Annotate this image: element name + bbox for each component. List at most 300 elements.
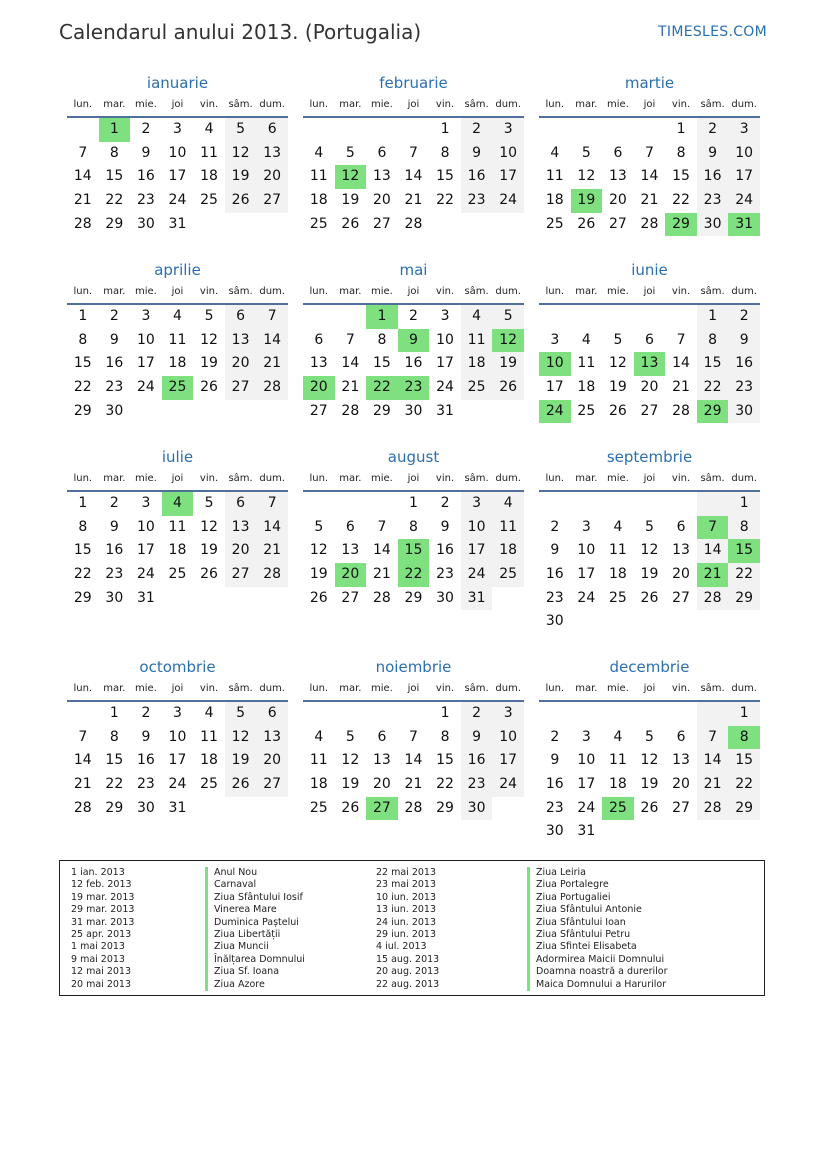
day-cell: 8 [377,331,387,348]
weekday-label: joi [407,683,420,694]
day-cell: 12 [309,542,328,559]
day-cell: 20 [256,165,288,189]
day-cell: 20 [372,192,391,209]
day-cell: 15 [105,168,124,185]
holiday-day-cell: 8 [728,726,760,750]
day-cell: 1 [78,308,88,324]
weekday-label: mar. [103,99,126,110]
day-cell: 5 [204,495,214,511]
day-cell: 21 [404,776,423,793]
day-cell: 19 [640,566,659,583]
empty-cell [634,702,666,726]
weekday-label: vin. [671,683,691,694]
day-cell: 10 [577,542,596,559]
holiday-name: Anul Nou [205,867,305,879]
day-cell: 9 [440,518,450,535]
holiday-name: Ziua Portugaliei [527,892,667,904]
weekday-header [67,678,288,702]
day-cell: 11 [461,329,493,353]
day-cell: 21 [697,773,729,797]
weekday-label: sâm. [464,683,489,694]
month-octombrie [67,656,288,820]
day-cell: 19 [341,192,360,209]
day-cell: 27 [640,402,659,419]
month-februarie [303,72,524,236]
day-cell: 7 [345,331,355,348]
weekday-header [303,281,524,305]
day-grid [303,492,524,610]
day-cell: 6 [377,728,387,745]
day-cell: 9 [461,142,493,166]
day-cell: 23 [461,773,493,797]
day-cell: 2 [440,495,450,511]
day-cell: 27 [309,402,328,419]
weekday-label: mie. [606,473,629,484]
empty-cell [366,118,398,142]
holiday-name: Ziua Sfântului Petru [527,929,667,941]
day-cell: 28 [73,215,92,232]
day-cell: 20 [608,192,627,209]
day-cell: 5 [314,518,324,535]
day-cell: 17 [492,165,524,189]
day-cell: 19 [492,352,524,376]
weekday-label: lun. [309,473,329,484]
day-cell: 18 [309,776,328,793]
day-cell: 5 [204,308,214,324]
day-cell: 17 [461,539,493,563]
empty-cell [539,305,571,329]
weekday-label: sâm. [700,286,725,297]
month-iunie [539,259,760,423]
holiday-names-col-1 [205,867,305,991]
month-mai [303,259,524,423]
day-cell: 29 [372,402,391,419]
day-cell: 19 [608,379,627,396]
empty-cell [697,492,729,516]
day-cell: 15 [672,168,690,185]
day-cell: 28 [404,799,423,816]
day-cell: 7 [645,144,654,161]
day-cell: 11 [608,542,627,559]
day-cell: 14 [73,168,92,185]
holiday-date: 13 iun. 2013 [376,904,437,916]
weekday-label: mie. [370,683,393,694]
month-name: decembrie [609,658,690,676]
weekday-label: joi [407,286,420,297]
day-cell: 11 [545,168,564,185]
month-name: septembrie [606,448,693,466]
month-august [303,446,524,610]
day-cell: 31 [461,587,493,611]
day-cell: 9 [728,329,760,353]
day-cell: 27 [225,563,257,587]
empty-cell [539,118,571,142]
day-cell: 1 [728,702,760,726]
weekday-label: mar. [339,286,362,297]
day-cell: 7 [409,144,418,161]
day-cell: 4 [613,518,623,535]
day-cell: 10 [436,331,454,348]
day-grid [539,702,760,844]
empty-cell [398,702,430,726]
holiday-date: 29 iun. 2013 [376,928,437,940]
day-cell: 8 [440,144,450,161]
month-name: ianuarie [146,74,209,92]
day-cell: 2 [409,308,418,324]
day-cell: 13 [372,168,391,185]
holiday-day-cell: 4 [162,492,194,516]
empty-cell [303,492,335,516]
day-cell: 24 [492,189,524,213]
day-cell: 25 [309,215,328,232]
holiday-date: 19 mar. 2013 [71,891,135,903]
day-cell: 13 [372,752,391,769]
day-cell: 31 [436,402,454,419]
day-cell: 3 [141,308,151,324]
empty-cell [634,305,666,329]
day-cell: 29 [73,402,92,419]
holiday-day-cell: 7 [697,516,729,540]
holiday-names-col-2 [527,867,667,991]
day-cell: 27 [256,189,288,213]
day-cell: 16 [404,355,423,372]
day-cell: 25 [168,566,187,583]
day-cell: 11 [168,518,187,535]
day-cell: 8 [676,144,686,161]
empty-cell [697,702,729,726]
day-cell: 16 [545,776,564,793]
holiday-date: 1 mai 2013 [71,941,125,953]
day-cell: 6 [645,331,654,348]
day-cell: 9 [141,144,151,161]
weekday-label: mie. [606,99,629,110]
day-cell: 3 [440,308,450,324]
empty-cell [571,702,603,726]
day-cell: 5 [613,331,623,348]
weekday-label: dum. [495,473,521,484]
day-cell: 6 [256,702,288,726]
day-cell: 14 [73,752,92,769]
day-cell: 27 [256,773,288,797]
weekday-label: lun. [73,473,93,484]
empty-cell [539,702,571,726]
day-cell: 23 [728,376,760,400]
holiday-dates-col-2 [376,867,439,991]
weekday-label: joi [171,683,184,694]
day-cell: 10 [168,144,187,161]
holiday-day-cell: 12 [335,165,367,189]
day-cell: 31 [577,823,596,840]
day-cell: 4 [314,728,324,745]
day-cell: 19 [225,749,257,773]
day-cell: 3 [141,495,151,511]
day-cell: 9 [550,542,560,559]
day-cell: 11 [577,355,596,372]
holiday-date: 20 aug. 2013 [376,966,440,978]
day-cell: 10 [136,331,155,348]
day-cell: 2 [141,121,151,137]
month-noiembrie [303,656,524,820]
holiday-date: 1 ian. 2013 [71,867,125,878]
day-cell: 11 [608,752,627,769]
day-cell: 6 [256,118,288,142]
day-cell: 15 [105,752,124,769]
weekday-label: sâm. [700,99,725,110]
day-cell: 15 [436,752,454,769]
holiday-name: Ziua Libertății [205,929,305,941]
day-cell: 24 [168,192,187,209]
day-cell: 8 [440,728,450,745]
day-cell: 20 [672,776,690,793]
day-cell: 23 [105,566,124,583]
day-cell: 7 [377,518,387,535]
weekday-label: mar. [339,683,362,694]
day-cell: 23 [545,589,564,606]
day-cell: 19 [200,542,218,559]
day-grid [67,118,288,236]
month-name: iunie [631,261,668,279]
day-cell: 30 [697,213,729,237]
holiday-name: Înălțarea Domnului [205,954,305,966]
day-cell: 13 [225,516,257,540]
day-cell: 5 [645,518,654,535]
day-cell: 7 [409,728,418,745]
day-grid [67,702,288,820]
day-cell: 4 [461,305,493,329]
empty-cell [602,305,634,329]
day-cell: 24 [492,773,524,797]
day-cell: 12 [200,518,218,535]
day-cell: 29 [404,589,423,606]
day-cell: 17 [492,749,524,773]
day-grid [303,305,524,423]
day-cell: 23 [436,566,454,583]
day-cell: 15 [73,542,92,559]
day-cell: 3 [581,518,591,535]
day-cell: 18 [577,379,596,396]
day-cell: 21 [73,776,92,793]
day-cell: 23 [136,776,155,793]
weekday-label: sâm. [228,286,253,297]
holiday-name: Ziua Sfântului Iosif [205,892,305,904]
day-cell: 17 [168,752,187,769]
page-title: Calendarul anului 2013. (Portugalia) [59,20,422,44]
empty-cell [366,492,398,516]
holiday-date: 23 mai 2013 [376,879,437,891]
day-cell: 23 [105,379,124,396]
day-cell: 20 [372,776,391,793]
weekday-label: mie. [606,286,629,297]
day-cell: 14 [256,516,288,540]
weekday-label: dum. [259,473,285,484]
day-cell: 16 [461,749,493,773]
day-cell: 25 [577,402,596,419]
day-cell: 26 [608,402,627,419]
day-cell: 24 [728,189,760,213]
day-cell: 22 [73,379,92,396]
day-cell: 26 [200,566,218,583]
day-cell: 25 [492,563,524,587]
day-cell: 3 [173,705,182,721]
holiday-day-cell: 31 [728,213,760,237]
empty-cell [303,702,335,726]
day-cell: 5 [492,305,524,329]
day-cell: 18 [168,542,187,559]
holiday-day-cell: 23 [398,376,430,400]
day-cell: 30 [105,589,124,606]
day-cell: 22 [436,776,454,793]
holiday-day-cell: 15 [398,539,430,563]
weekday-label: lun. [73,286,93,297]
day-cell: 30 [461,797,493,821]
weekday-header [303,94,524,118]
day-cell: 22 [105,192,124,209]
holiday-name: Maica Domnului a Harurilor [527,979,667,991]
weekday-label: mie. [134,473,157,484]
day-cell: 4 [581,331,591,348]
day-cell: 13 [256,726,288,750]
weekday-label: joi [171,473,184,484]
day-cell: 28 [640,215,659,232]
day-grid [539,492,760,634]
holiday-name: Doamna noastră a durerilor [527,966,667,978]
day-cell: 12 [640,752,659,769]
day-cell: 15 [372,355,391,372]
holiday-day-cell: 12 [492,329,524,353]
day-grid [67,492,288,610]
day-cell: 24 [577,589,596,606]
holiday-name: Ziua Sfintei Elisabeta [527,941,667,953]
day-cell: 16 [461,165,493,189]
month-aprilie [67,259,288,423]
holiday-list [59,860,765,996]
weekday-label: mie. [370,286,393,297]
day-cell: 2 [109,495,119,511]
day-cell: 22 [672,192,690,209]
day-cell: 16 [105,355,124,372]
day-cell: 30 [545,613,564,630]
day-cell: 31 [168,799,187,816]
day-cell: 30 [404,402,423,419]
day-cell: 13 [672,542,690,559]
site-logo[interactable]: TIMESLES.COM [658,24,767,40]
weekday-header [539,281,760,305]
day-cell: 28 [697,587,729,611]
holiday-name: Ziua Muncii [205,941,305,953]
weekday-label: mie. [134,683,157,694]
day-cell: 1 [440,121,450,137]
empty-cell [571,492,603,516]
day-cell: 5 [345,728,355,745]
weekday-label: sâm. [464,99,489,110]
day-cell: 5 [225,118,257,142]
holiday-name: Vinerea Mare [205,904,305,916]
day-cell: 4 [550,144,560,161]
day-cell: 12 [577,168,596,185]
day-cell: 24 [168,776,187,793]
day-cell: 4 [204,705,214,721]
day-cell: 21 [341,379,360,396]
day-cell: 9 [141,728,151,745]
day-cell: 15 [697,352,729,376]
holiday-name: Duminica Paștelui [205,917,305,929]
day-cell: 5 [225,702,257,726]
day-cell: 24 [136,379,155,396]
empty-cell [602,702,634,726]
weekday-label: sâm. [700,473,725,484]
day-cell: 9 [550,752,560,769]
weekday-label: dum. [259,286,285,297]
holiday-day-cell: 10 [539,352,571,376]
day-cell: 1 [109,705,119,721]
month-septembrie [539,446,760,634]
holiday-name: Carnaval [205,879,305,891]
weekday-label: joi [643,683,656,694]
day-cell: 2 [550,728,560,745]
weekday-label: dum. [259,683,285,694]
day-grid [67,305,288,423]
day-cell: 17 [136,542,155,559]
day-cell: 3 [581,728,591,745]
day-cell: 2 [141,705,151,721]
day-cell: 21 [404,192,423,209]
day-cell: 25 [545,215,564,232]
day-cell: 4 [173,308,182,324]
day-cell: 10 [136,518,155,535]
weekday-header [539,94,760,118]
day-cell: 18 [545,192,564,209]
day-cell: 5 [645,728,654,745]
month-name: octombrie [139,658,216,676]
weekday-label: sâm. [464,286,489,297]
empty-cell [665,492,697,516]
holiday-day-cell: 24 [539,400,571,424]
day-cell: 6 [377,144,387,161]
weekday-label: lun. [309,99,329,110]
holiday-day-cell: 9 [398,329,430,353]
weekday-label: mar. [103,473,126,484]
day-cell: 1 [728,492,760,516]
day-cell: 22 [728,563,760,587]
day-cell: 9 [109,518,119,535]
weekday-label: lun. [309,683,329,694]
day-cell: 4 [613,728,623,745]
day-cell: 19 [341,776,360,793]
holiday-date: 29 mar. 2013 [71,904,135,916]
holiday-date: 31 mar. 2013 [71,916,135,928]
holiday-date: 12 feb. 2013 [71,879,132,891]
holiday-day-cell: 29 [665,213,697,237]
day-cell: 26 [492,376,524,400]
day-cell: 20 [225,539,257,563]
holiday-name: Adormirea Maicii Domnului [527,954,667,966]
day-cell: 20 [640,379,659,396]
weekday-label: mie. [370,473,393,484]
weekday-label: dum. [731,473,757,484]
day-cell: 25 [608,589,627,606]
day-cell: 8 [409,518,418,535]
weekday-label: mar. [339,99,362,110]
day-cell: 1 [697,305,729,329]
empty-cell [335,492,367,516]
day-cell: 1 [78,495,88,511]
weekday-label: vin. [199,286,219,297]
weekday-label: lun. [545,99,565,110]
day-cell: 28 [672,402,690,419]
day-cell: 12 [640,542,659,559]
day-cell: 15 [728,749,760,773]
day-cell: 30 [105,402,124,419]
